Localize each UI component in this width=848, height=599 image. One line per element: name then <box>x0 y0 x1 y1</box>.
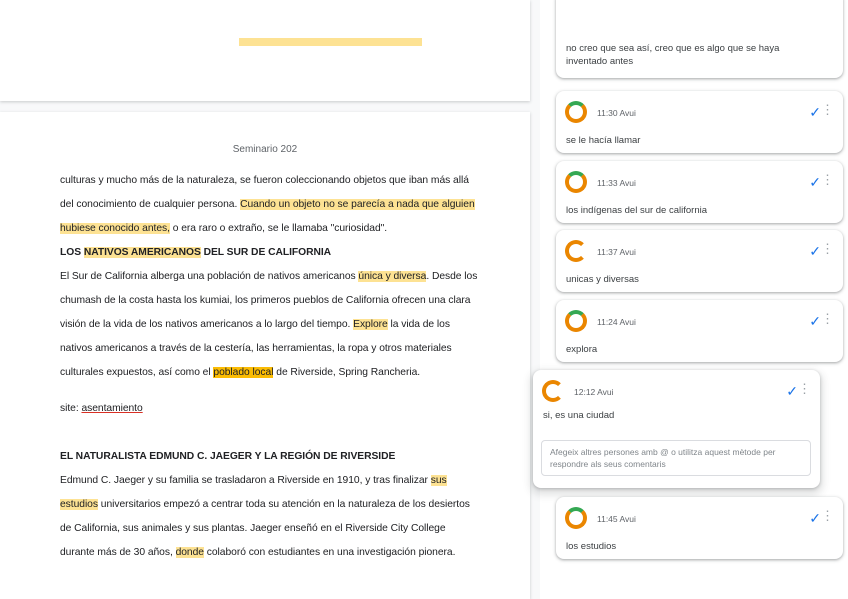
user-avatar <box>565 310 587 332</box>
comment-text: explora <box>566 344 598 355</box>
comment-time: 11:37 Avui <box>597 247 636 257</box>
more-vert-icon[interactable]: ⋮ <box>821 102 834 117</box>
text-line: estudios universitarios empezó a centrar toda su atención en la naturaleza de los desiertos <box>60 499 470 510</box>
more-vert-icon[interactable]: ⋮ <box>798 381 811 396</box>
comment-time: 12:12 Avui <box>574 387 614 397</box>
text-line: Edmund C. Jaeger y su familia se trasladaron a Riverside en 1910, y tras finalizar sus <box>60 475 447 486</box>
text-line: de California, sus animales y sus plantas. Jaeger enseñó en el Riverside City College <box>60 523 446 534</box>
comment-time: 11:33 Avui <box>597 178 636 188</box>
comment-time: 11:24 Avui <box>597 317 636 327</box>
comment-highlight: única y diversa <box>358 271 427 282</box>
comment-highlight: NATIVOS AMERICANOS <box>83 247 201 258</box>
text-line: El Sur de California alberga una población de nativos americanos única y diversa. Desde los <box>60 271 478 282</box>
comment-text: unicas y diversas <box>566 274 639 285</box>
comment-text: los estudios <box>566 541 617 552</box>
comment-card[interactable] <box>556 161 843 223</box>
comment-card[interactable] <box>556 91 843 153</box>
comment-card[interactable] <box>556 230 843 292</box>
more-vert-icon[interactable]: ⋮ <box>821 172 834 187</box>
more-vert-icon[interactable]: ⋮ <box>821 508 834 523</box>
comment-highlight: Cuando un objeto no se parecía a nada que alguien <box>240 199 475 210</box>
comment-card-active[interactable] <box>533 370 820 488</box>
comment-text: se le hacía llamar <box>566 135 641 146</box>
comment-time: 11:45 Avui <box>597 514 636 524</box>
check-icon[interactable]: ✓ <box>809 510 821 526</box>
check-icon[interactable]: ✓ <box>786 383 798 399</box>
spellcheck-word: asentamiento <box>81 403 143 414</box>
text-line: chumash de la costa hasta los kumiai, los primeros pueblos de California ofrecen una clara <box>60 295 471 306</box>
text-line: site: asentamiento <box>60 403 143 414</box>
text-line: visión de la vida de los nativos americanos a lo largo del tiempo. Explore la vida de los <box>60 319 450 330</box>
comment-highlight: hubiese conocido antes, <box>60 223 170 234</box>
check-icon[interactable]: ✓ <box>809 313 821 329</box>
document-page-previous <box>0 0 530 101</box>
user-avatar <box>565 101 587 123</box>
check-icon[interactable]: ✓ <box>809 243 821 259</box>
user-avatar <box>565 240 587 262</box>
document-body-3[interactable] <box>60 445 474 565</box>
text-line: nativos americanos a través de la cestería, las herramientas, la ropa y otros materiales <box>60 343 452 354</box>
document-body-2[interactable] <box>60 397 474 421</box>
comment-highlight: estudios <box>60 499 98 510</box>
more-vert-icon[interactable]: ⋮ <box>821 241 834 256</box>
comment-text: los indígenas del sur de california <box>566 205 708 216</box>
text-line: culturas y mucho más de la naturaleza, se fueron coleccionando objetos que iban más allá <box>60 175 469 186</box>
comment-text: no creo que sea así, creo que es algo que se haya <box>566 43 780 54</box>
user-avatar <box>542 380 564 402</box>
text-line: culturales expuestos, así como el poblado local de Riverside, Spring Rancheria. <box>60 367 421 378</box>
more-vert-icon[interactable]: ⋮ <box>821 311 834 326</box>
section-heading: LOS NATIVOS AMERICANOS DEL SUR DE CALIFORNIA <box>60 247 332 258</box>
comment-text: si, es una ciudad <box>543 410 615 421</box>
text-line: hubiese conocido antes, o era raro o extraño, se le llamaba "curiosidad". <box>60 223 388 234</box>
comment-card[interactable] <box>556 497 843 559</box>
comment-highlight: sus <box>430 475 447 486</box>
section-heading: EL NATURALISTA EDMUND C. JAEGER Y LA REGIÓN DE RIVERSIDE <box>60 451 396 462</box>
user-avatar <box>565 171 587 193</box>
comment-time: 11:30 Avui <box>597 108 636 118</box>
user-avatar <box>565 507 587 529</box>
reply-input[interactable]: Afegeix altres persones amb @ o utilitza aquest mètode per respondre als seus comentaris <box>541 440 811 476</box>
document-body-1[interactable] <box>60 169 478 385</box>
comment-text: inventado antes <box>566 56 634 67</box>
highlight-fragment <box>239 38 422 46</box>
text-line: durante más de 30 años, donde colaboró con estudiantes en una investigación pionera. <box>60 547 456 558</box>
comment-highlight: Explore <box>353 319 388 330</box>
comment-card[interactable] <box>556 0 843 78</box>
page-header: Seminario 202 <box>232 144 298 155</box>
check-icon[interactable]: ✓ <box>809 104 821 120</box>
check-icon[interactable]: ✓ <box>809 174 821 190</box>
comment-highlight: donde <box>175 547 204 558</box>
text-line: del conocimiento de cualquier persona. Cuando un objeto no se parecía a nada que alguien <box>60 199 475 210</box>
comment-card[interactable] <box>556 300 843 362</box>
comment-highlight-active: poblado local <box>213 367 274 378</box>
